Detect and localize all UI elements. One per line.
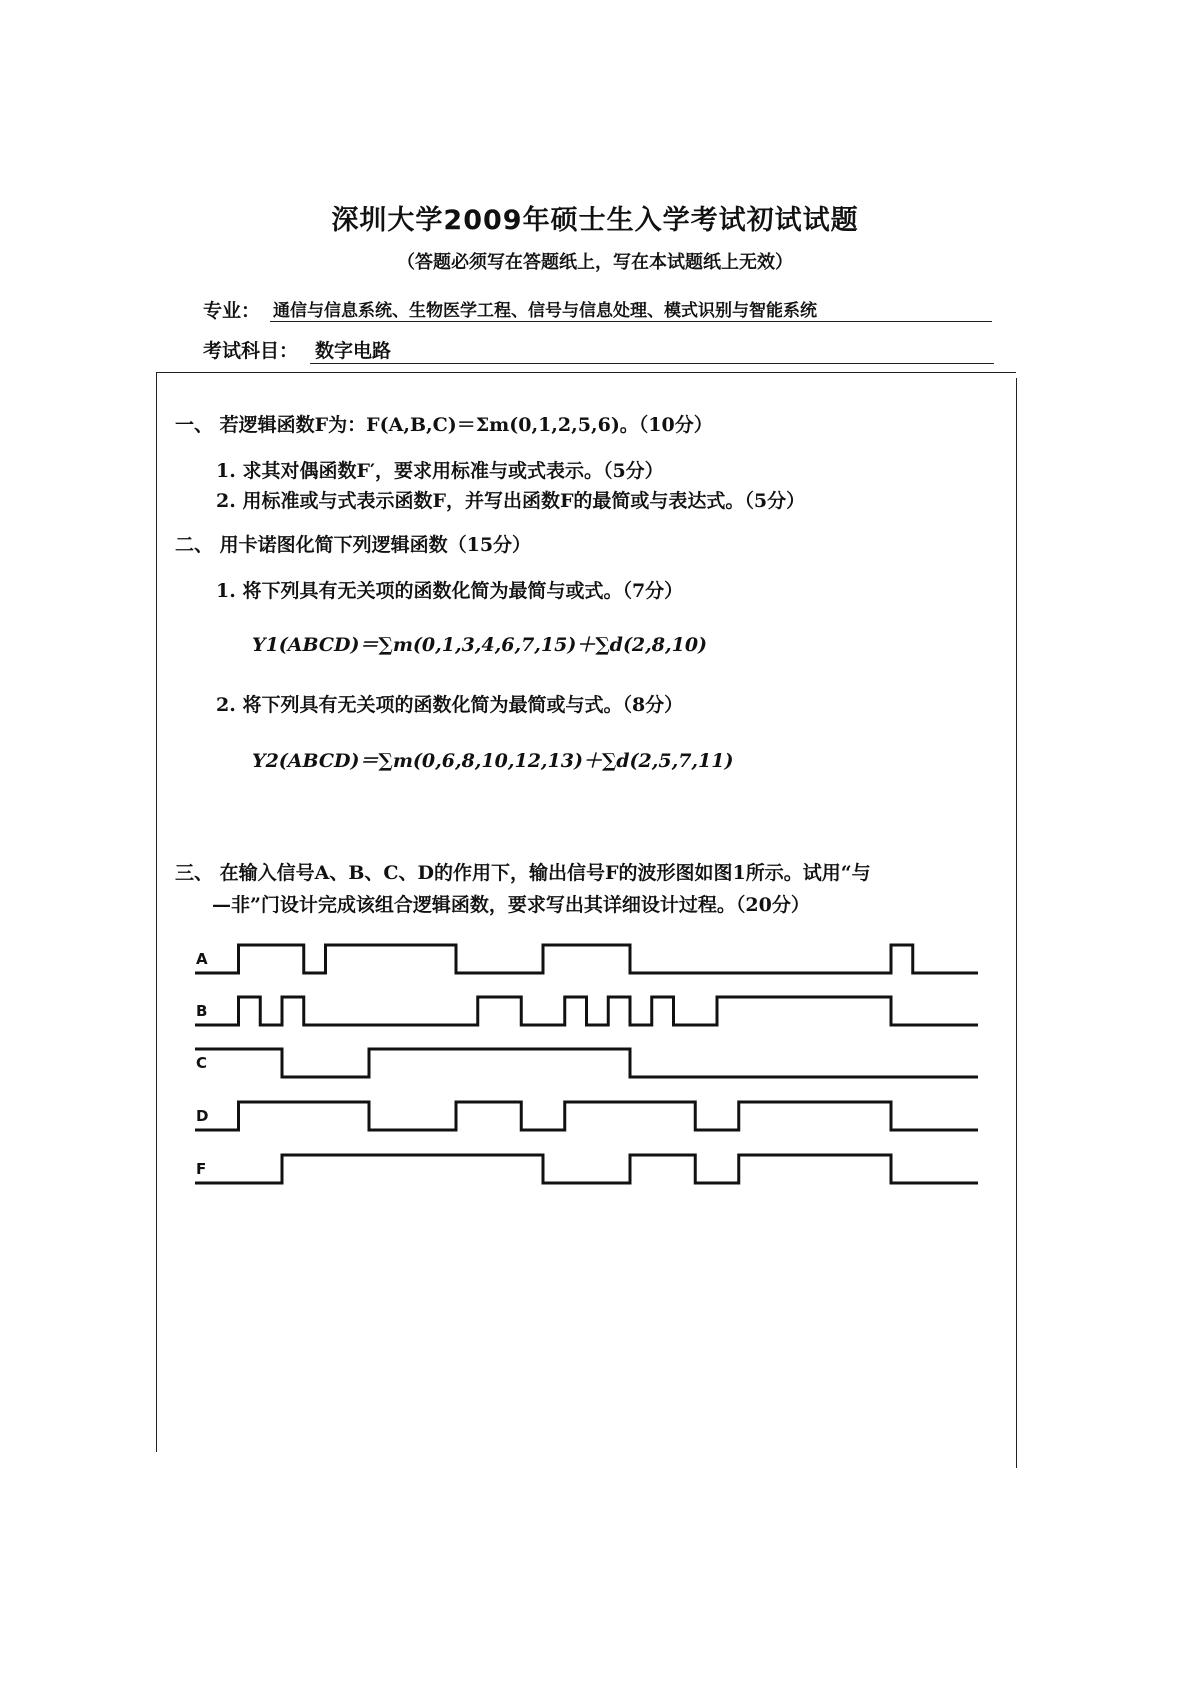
wave-label-d: D (196, 1107, 209, 1125)
formula-y2: Y2(ABCD)＝∑m(0,6,8,10,12,13)＋∑d(2,5,7,11) (252, 750, 734, 772)
major-value: 通信与信息系统、生物医学工程、信号与信息处理、模式识别与智能系统 (273, 301, 817, 321)
wave-label-c: C (196, 1054, 208, 1072)
waveform-b (195, 997, 978, 1025)
wave-label-a: A (196, 950, 208, 968)
formula-y1: Y1(ABCD)＝∑m(0,1,3,4,6,7,15)＋∑d(2,8,10) (252, 634, 708, 656)
waveform-c (195, 1049, 978, 1077)
question-1: 一、 若逻辑函数F为：F(A,B,C)＝Σm(0,1,2,5,6)。（10分） (175, 414, 713, 436)
waveform-a (195, 945, 978, 973)
question-2-part-1: 1. 将下列具有无关项的函数化简为最简与或式。（7分） (216, 580, 684, 602)
exam-subtitle: （答题必须写在答题纸上，写在本试题纸上无效） (397, 252, 793, 273)
question-1-part-1: 1. 求其对偶函数F′，要求用标准与或式表示。（5分） (216, 460, 664, 482)
question-3-line-2: —非”门设计完成该组合逻辑函数，要求写出其详细设计过程。（20分） (212, 894, 810, 916)
wave-label-b: B (196, 1002, 208, 1020)
subject-label: 考试科目： (203, 340, 299, 362)
major-label: 专业： (203, 300, 261, 322)
question-2: 二、 用卡诺图化简下列逻辑函数（15分） (175, 534, 532, 556)
subject-value: 数字电路 (315, 340, 392, 362)
wave-label-f: F (196, 1160, 207, 1178)
question-3-line-1: 三、 在输入信号A、B、C、D的作用下，输出信号F的波形图如图1所示。试用“与 (175, 862, 871, 884)
waveform-f (195, 1155, 978, 1183)
question-2-part-2: 2. 将下列具有无关项的函数化简为最简或与式。（8分） (216, 694, 684, 716)
waveform-d (195, 1102, 978, 1130)
exam-title: 深圳大学2009年硕士生入学考试初试试题 (331, 205, 859, 236)
question-1-part-2: 2. 用标准或与式表示函数F，并写出函数F的最简或与表达式。（5分） (216, 490, 806, 512)
